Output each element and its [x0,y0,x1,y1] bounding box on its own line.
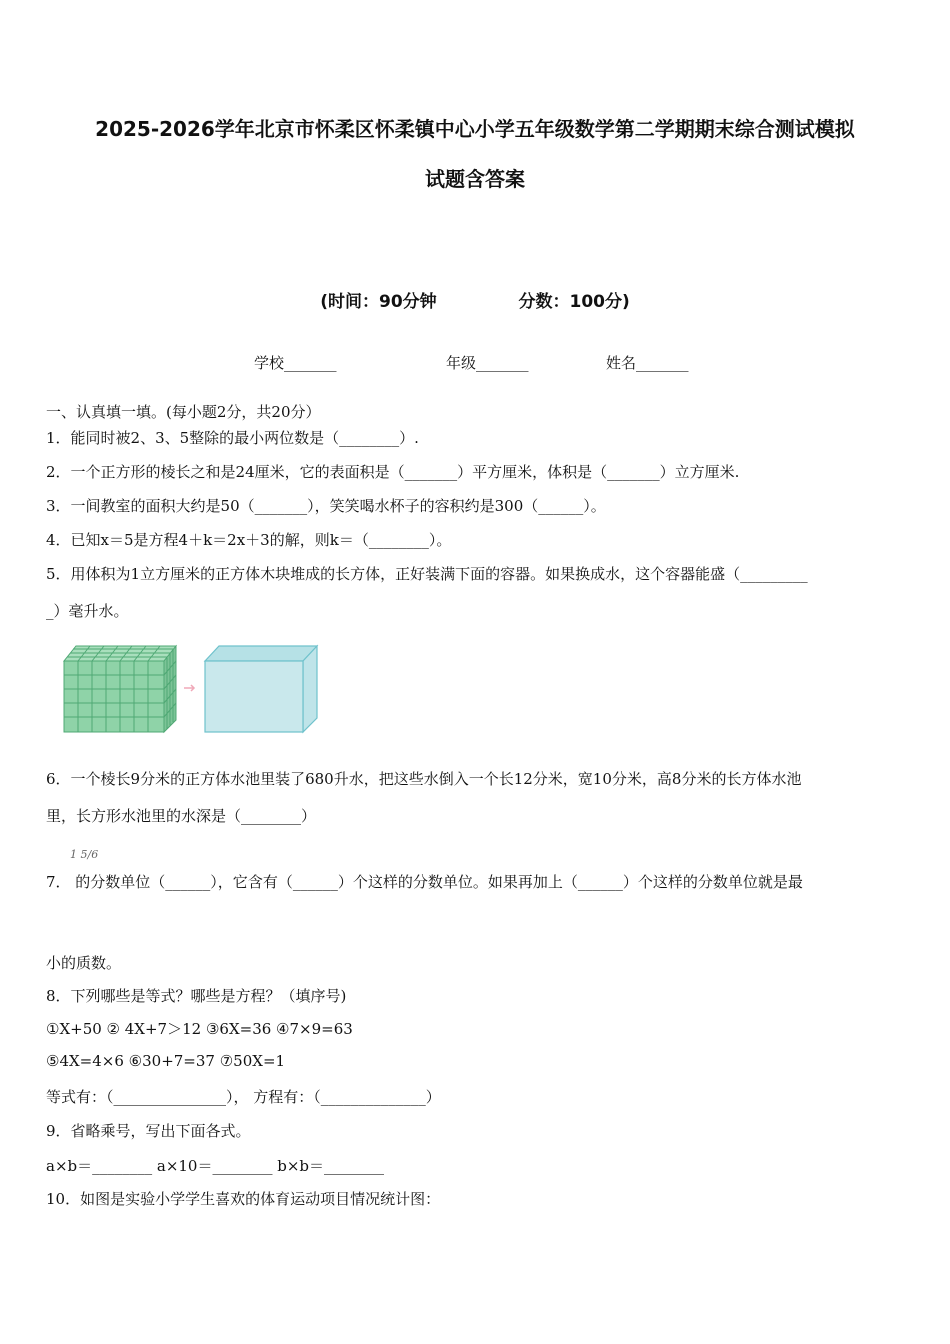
question-7-line1: 7． 的分数单位（______），它含有（______）个这样的分数单位。如果再加上（______）个这样的分数单位就是最 [46,873,803,891]
question-8-answers: 等式有：（_______________）， 方程有：（______________） [46,1088,441,1106]
arrow-icon [184,685,194,691]
question-5-line2: _）毫升水。 [46,602,129,620]
question-4: 4．已知x＝5是方程4＋k＝2x＋3的解，则k＝（________）。 [46,531,452,549]
cube-stack [64,646,176,732]
name-field[interactable]: 姓名_______ [606,354,689,372]
score-info: 分数：100分) [518,292,630,312]
empty-container [205,646,317,732]
page-title-line1: 2025-2026学年北京市怀柔区怀柔镇中心小学五年级数学第二学期期末综合测试模拟 [95,117,855,141]
question-8: 8．下列哪些是等式？哪些是方程？（填序号) [46,987,347,1005]
grade-field[interactable]: 年级_______ [446,354,529,372]
question-9: 9．省略乘号，写出下面各式。 [46,1122,251,1140]
question-10: 10．如图是实验小学学生喜欢的体育运动项目情况统计图： [46,1190,441,1208]
time-info: (时间：90分钟 [320,292,437,312]
cube-stack-and-container-figure [60,643,330,742]
exam-meta [0,287,950,312]
question-6-line2: 里，长方形水池里的水深是（________） [46,807,317,825]
question-7-line2: 小的质数。 [46,954,122,972]
question-8-options-row1: ①X+50 ② 4X+7＞12 ③6X=36 ④7×9=63 [46,1020,353,1038]
mixed-fraction-image: 1 5/6 [70,848,99,861]
question-9-blanks: a×b＝________ a×10＝________ b×b＝________ [46,1157,385,1175]
section-heading: 一、认真填一填。(每小题2分，共20分） [46,403,321,421]
question-6-line1: 6．一个棱长9分米的正方体水池里装了680升水，把这些水倒入一个长12分米，宽10分米，高8分米的长方体水池 [46,770,802,788]
question-5-line1: 5．用体积为1立方厘米的正方体木块堆成的长方体，正好装满下面的容器。如果换成水，这个容器能盛（_________ [46,565,808,583]
question-3: 3．一间教室的面积大约是50（_______），笑笑喝水杯子的容积约是300（______）。 [46,497,606,515]
school-field[interactable]: 学校_______ [254,354,337,372]
question-2: 2．一个正方形的棱长之和是24厘米，它的表面积是（_______）平方厘米，体积是（_______）立方厘米. [46,463,740,481]
question-8-options-row2: ⑤4X=4×6 ⑥30+7=37 ⑦50X=1 [46,1052,286,1070]
page-title-line2: 试题含答案 [425,167,525,191]
question-1: 1．能同时被2、3、5整除的最小两位数是（________）. [46,429,419,447]
